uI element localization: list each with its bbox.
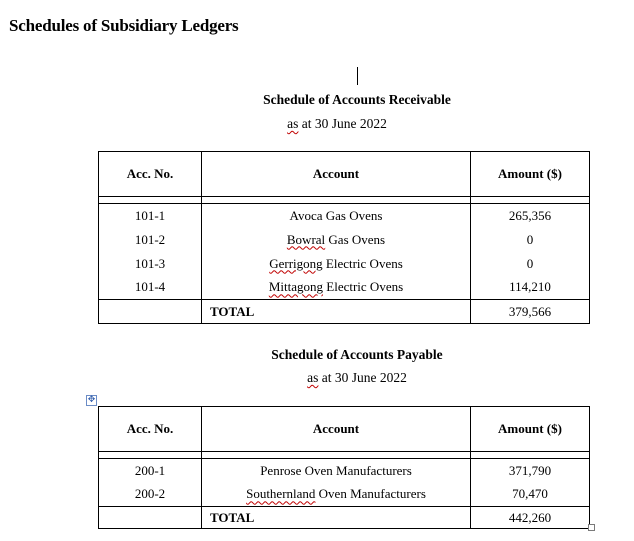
table-row — [99, 483, 590, 507]
receivable-date-rest: at 30 June 2022 — [298, 116, 387, 131]
table-row — [99, 276, 590, 300]
payable-date — [207, 370, 507, 386]
receivable-date-word: as — [287, 116, 299, 131]
account-cell: Avoca Gas Ovens — [202, 204, 471, 228]
acc-no-cell: 101-4 — [99, 276, 202, 300]
payable-title: Schedule of Accounts Payable — [271, 347, 443, 362]
amount-cell: 265,356 — [471, 204, 590, 228]
amount-cell: 371,790 — [471, 459, 590, 483]
payable-date-rest: at 30 June 2022 — [318, 370, 407, 385]
account-cell: Bowral Gas Ovens — [202, 228, 471, 252]
amount-cell: 70,470 — [471, 483, 590, 507]
amount-cell: 0 — [471, 252, 590, 276]
payable-header-account: Account — [202, 407, 471, 452]
payable-total-label: TOTAL — [202, 507, 471, 529]
resize-icon[interactable] — [588, 524, 595, 531]
text-cursor — [357, 67, 358, 85]
amount-cell: 114,210 — [471, 276, 590, 300]
acc-no-cell: 200-1 — [99, 459, 202, 483]
receivable-total-row — [99, 300, 590, 324]
account-cell: Mittagong Electric Ovens — [202, 276, 471, 300]
receivable-header-acc-no: Acc. No. — [99, 152, 202, 197]
payable-table — [98, 406, 590, 529]
account-word-flagged: Bowral — [286, 231, 326, 247]
account-word-flagged: Gerrigong — [269, 255, 323, 271]
table-row — [99, 204, 590, 228]
receivable-title: Schedule of Accounts Receivable — [263, 92, 451, 107]
acc-no-cell: 101-3 — [99, 252, 202, 276]
page-title: Schedules of Subsidiary Ledgers — [9, 16, 239, 35]
payable-header-acc-no: Acc. No. — [99, 407, 202, 452]
payable-total-amount: 442,260 — [471, 507, 590, 529]
receivable-table — [98, 151, 590, 324]
table-row — [99, 459, 590, 483]
acc-no-cell: 200-2 — [99, 483, 202, 507]
account-word-flagged: Southernland — [246, 486, 316, 502]
receivable-date — [187, 116, 487, 132]
acc-no-cell: 101-1 — [99, 204, 202, 228]
move-icon[interactable]: ✥ — [87, 395, 96, 405]
account-cell: Penrose Oven Manufacturers — [202, 459, 471, 483]
account-cell: Southernland Oven Manufacturers — [202, 483, 471, 507]
account-word-flagged: Mittagong — [268, 279, 324, 295]
amount-cell: 0 — [471, 228, 590, 252]
table-row — [99, 252, 590, 276]
payable-total-row — [99, 507, 590, 529]
payable-date-word: as — [307, 370, 319, 385]
acc-no-cell: 101-2 — [99, 228, 202, 252]
receivable-total-amount: 379,566 — [471, 300, 590, 324]
receivable-header-account: Account — [202, 152, 471, 197]
table-row — [99, 228, 590, 252]
receivable-header-amount: Amount ($) — [471, 152, 590, 197]
account-cell: Gerrigong Electric Ovens — [202, 252, 471, 276]
payable-header-amount: Amount ($) — [471, 407, 590, 452]
receivable-total-label: TOTAL — [202, 300, 471, 324]
